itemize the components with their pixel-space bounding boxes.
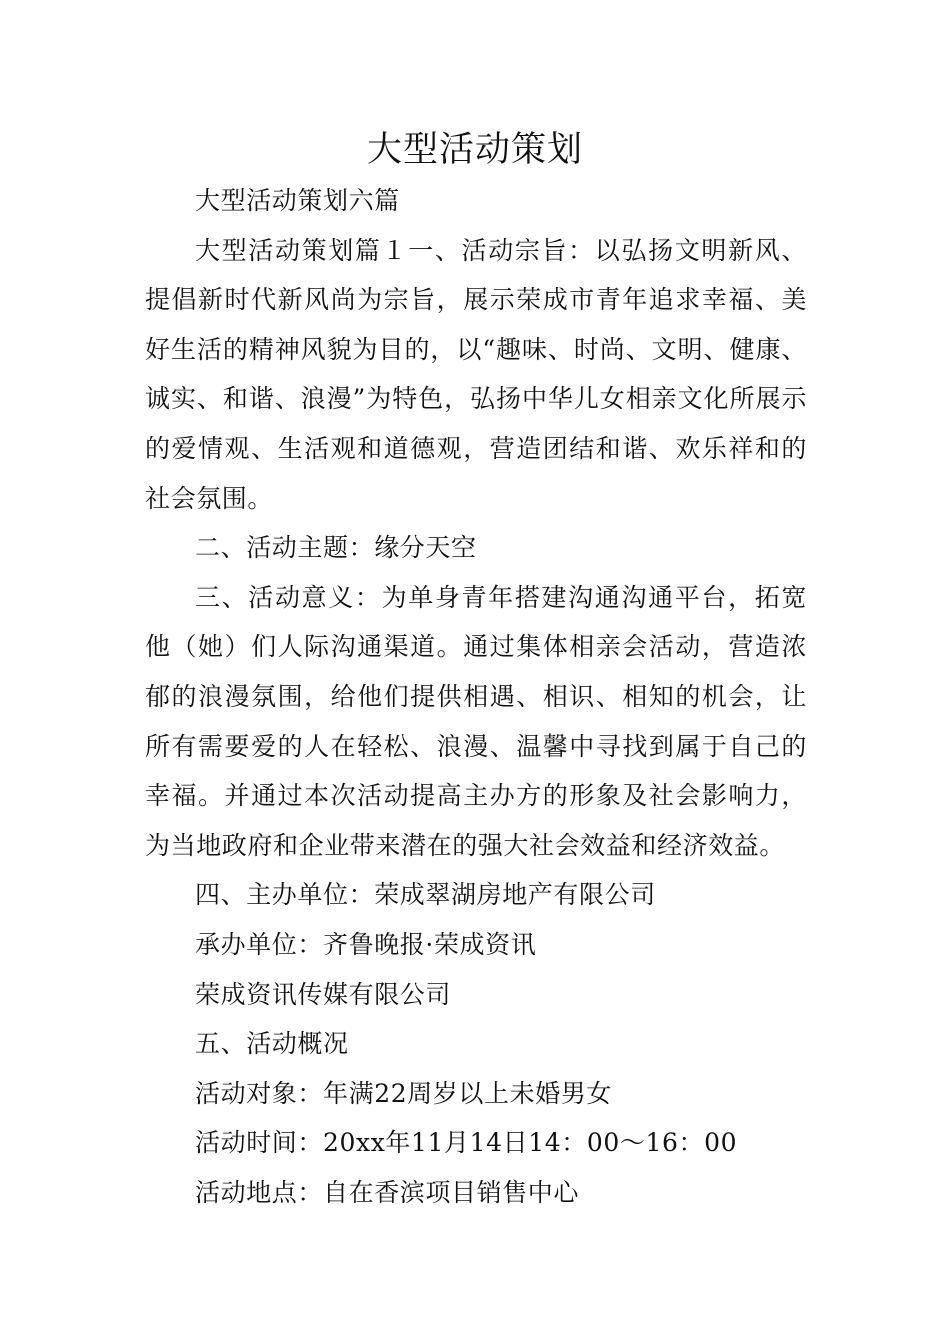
paragraph-overview-heading: 五、活动概况 <box>195 1029 349 1059</box>
paragraph-audience: 活动对象：年满22周岁以上未婚男女 <box>195 1078 613 1108</box>
paragraph-media-company: 荣成资讯传媒有限公司 <box>195 979 452 1009</box>
paragraph-organizer: 四、主办单位：荣成翠湖房地产有限公司 <box>195 880 656 910</box>
document-title: 大型活动策划 <box>366 130 583 170</box>
paragraph-purpose: 大型活动策划篇１一、活动宗旨：以弘扬文明新风、提倡新时代新风尚为宗旨，展示荣成市青年追求幸福、美好生活的精神风貌为目的，以“趣味、时尚、文明、健康、诚实、和谐、浪漫”为特色，弘扬中华儿女相亲文化所展示的爱情观、生活观和道德观，营造团结和谐、欢乐祥和的社会氛围。 <box>145 235 807 513</box>
paragraph-subtitle: 大型活动策划六篇 <box>195 186 400 215</box>
paragraph-significance: 三、活动意义：为单身青年搭建沟通沟通平台，拓宽他（她）们人际沟通渠道。通过集体相亲会活动，营造浓郁的浪漫氛围，给他们提供相遇、相识、相知的机会，让所有需要爱的人在轻松、浪漫、温馨中寻找到属于自己的幸福。并通过本次活动提高主办方的形象及社会影响力，为当地政府和企业带来潜在的强大社会效益和经济效益。 <box>145 582 807 860</box>
paragraph-time: 活动时间：20xx年11月14日14：00～16：00 <box>195 1128 738 1158</box>
paragraph-location: 活动地点：自在香滨项目销售中心 <box>195 1177 580 1207</box>
paragraph-theme: 二、活动主题：缘分天空 <box>195 533 477 563</box>
document-body <box>145 176 807 1217</box>
paragraph-co-organizer: 承办单位：齐鲁晚报·荣成资讯 <box>195 929 537 959</box>
